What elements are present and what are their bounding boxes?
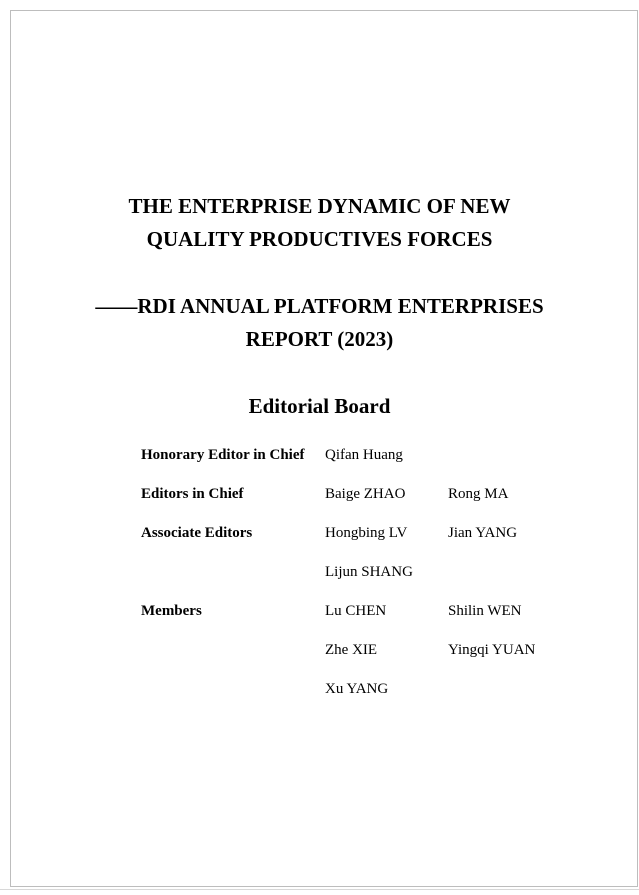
document-page — [10, 10, 638, 887]
board-role: Associate Editors — [141, 525, 253, 541]
document-subtitle — [0, 290, 639, 356]
board-name: Lijun SHANG — [325, 564, 413, 580]
subtitle-line-2: REPORT (2023) — [245, 327, 394, 351]
document-title — [0, 190, 639, 256]
board-role: Members — [141, 603, 202, 619]
board-name: Rong MA — [448, 486, 509, 502]
subtitle-line-1: ——RDI ANNUAL PLATFORM ENTERPRISES — [95, 294, 544, 318]
board-role: Honorary Editor in Chief — [141, 447, 305, 463]
board-name: Jian YANG — [448, 525, 518, 541]
title-line-1: THE ENTERPRISE DYNAMIC OF NEW — [128, 194, 511, 218]
page-bottom-divider — [0, 889, 639, 890]
board-name: Lu CHEN — [325, 603, 387, 619]
board-role: Editors in Chief — [141, 486, 244, 502]
board-name: Xu YANG — [325, 681, 389, 697]
board-name: Hongbing LV — [325, 525, 408, 541]
board-name: Zhe XIE — [325, 642, 378, 658]
board-name: Qifan Huang — [325, 447, 403, 463]
board-name: Baige ZHAO — [325, 486, 406, 502]
title-line-2: QUALITY PRODUCTIVES FORCES — [146, 227, 493, 251]
board-name: Yingqi YUAN — [448, 642, 536, 658]
board-name: Shilin WEN — [448, 603, 522, 619]
editorial-board-heading: Editorial Board — [248, 394, 391, 418]
